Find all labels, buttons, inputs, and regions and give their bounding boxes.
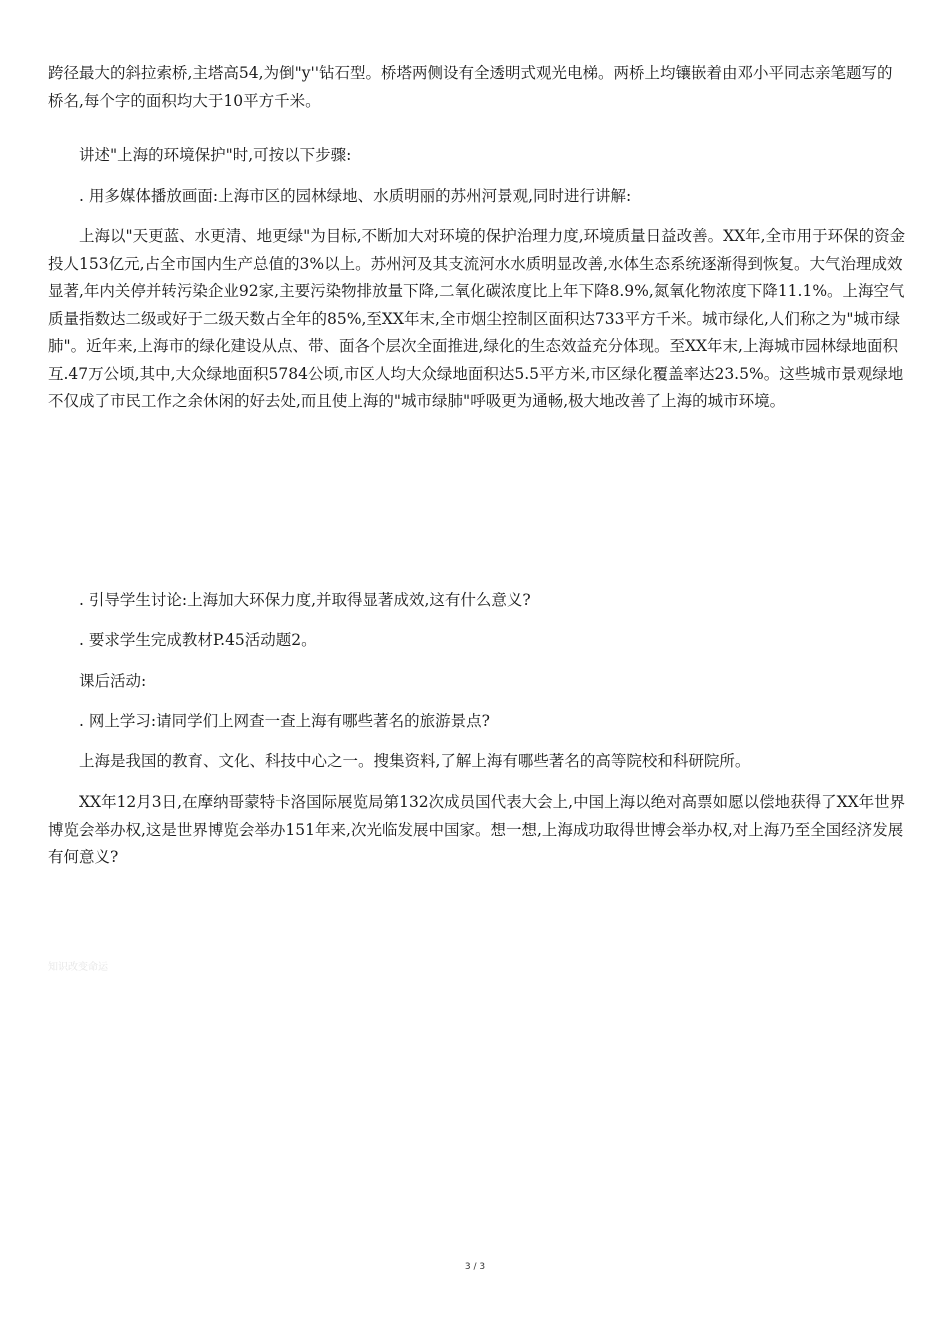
paragraph-online-study: . 网上学习:请同学们上网查一查上海有哪些著名的旅游景点? bbox=[79, 712, 490, 730]
paragraph-expo: XX年12月3日,在摩纳哥蒙特卡洛国际展览局第132次成员国代表大会上,中国上海以绝对高票如愿以偿地获得了XX年世界博览会举办权,这是世界博览会举办151年来,次光临发展中国家。想一想,上海成功取得世博会举办权,对上海乃至全国经济发展有何意义? bbox=[48, 793, 906, 866]
page-number: 3 / 3 bbox=[464, 1262, 486, 1272]
paragraph-education: 上海是我国的教育、文化、科技中心之一。搜集资料,了解上海有哪些著名的高等院校和科研院所。 bbox=[79, 752, 751, 770]
paragraph-bridge: 跨径最大的斜拉索桥,主塔高54,为倒"y''钻石型。桥塔两侧设有全透明式观光电梯。两桥上均镶嵌着由邓小平同志亲笔题写的桥名,每个字的面积均大于10平方千米。 bbox=[48, 64, 893, 110]
paragraph-after-class: 课后活动: bbox=[79, 672, 147, 690]
paragraph-step-activity: . 要求学生完成教材P.45活动题2。 bbox=[79, 631, 317, 649]
paragraph-step-discuss: . 引导学生讨论:上海加大环保力度,并取得显著成效,这有什么意义? bbox=[79, 591, 531, 609]
watermark-text: 知识改变命运 bbox=[48, 962, 108, 973]
paragraph-env-intro: 讲述"上海的环境保护"时,可按以下步骤: bbox=[79, 146, 352, 164]
paragraph-step-multimedia: . 用多媒体播放画面:上海市区的园林绿地、水质明丽的苏州河景观,同时进行讲解: bbox=[79, 187, 632, 205]
paragraph-env-detail: 上海以"天更蓝、水更清、地更绿"为目标,不断加大对环境的保护治理力度,环境质量日益改善。XX年,全市用于环保的资金投人153亿元,占全市国内生产总值的3%以上。苏州河及其支流河水水质明显改善,水体生态系统逐渐得到恢复。大气治理成效显著,年内关停并转污染企业92家,主要污染物排放量下降,二氧化碳浓度比上年下降8.9%,氮氧化物浓度下降11.1%。上海空气质量指数达二级或好于二级天数占全年的85%,至XX年末,全市烟尘控制区面积达733平方千米。城市绿化,人们称之为"城市绿肺"。近年来,上海市的绿化建设从点、带、面各个层次全面推进,绿化的生态效益充分体现。至XX年末,上海城市园林绿地面积互.47万公顷,其中,大众绿地面积5784公顷,市区人均大众绿地面积达5.5平方米,市区绿化覆盖率达23.5%。这些城市景观绿地不仅成了市民工作之余休闲的好去处,而且使上海的"城市绿肺"呼吸更为通畅,极大地改善了上海的城市环境。 bbox=[48, 227, 906, 410]
